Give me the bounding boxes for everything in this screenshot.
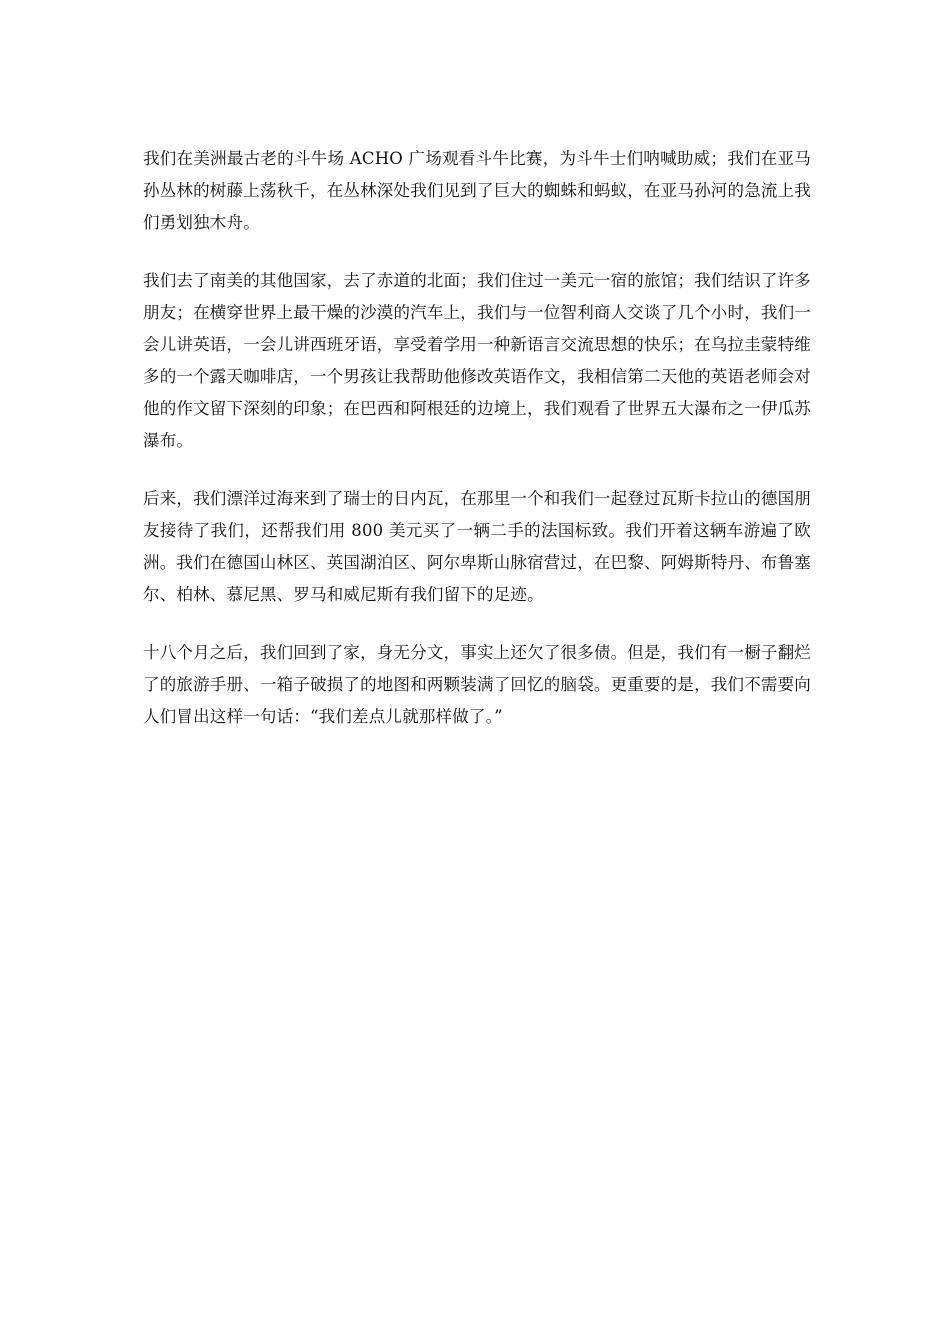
document-body [143,143,811,759]
paragraph-bullfight-amazon: 我们在美洲最古老的斗牛场 ACHO 广场观看斗牛比赛，为斗牛士们呐喊助威；我们在亚马孙丛林的树藤上荡秋千，在丛林深处我们见到了巨大的蜘蛛和蚂蚁，在亚马孙河的急流上我们勇划独木舟。 [143,149,811,232]
paragraph-europe: 后来，我们漂洋过海来到了瑞士的日内瓦，在那里一个和我们一起登过瓦斯卡拉山的德国朋友接待了我们，还帮我们用 800 美元买了一辆二手的法国标致。我们开着这辆车游遍了欧洲。我们在德国山林区、英国湖泊区、阿尔卑斯山脉宿营过，在巴黎、阿姆斯特丹、布鲁塞尔、柏林、慕尼黑、罗马和威尼斯有我们留下的足迹。 [143,489,811,604]
paragraph-south-america: 我们去了南美的其他国家，去了赤道的北面；我们住过一美元一宿的旅馆；我们结识了许多朋友；在横穿世界上最干燥的沙漠的汽车上，我们与一位智利商人交谈了几个小时，我们一会儿讲英语，一会儿讲西班牙语，享受着学用一种新语言交流思想的快乐；在乌拉圭蒙特维多的一个露天咖啡店，一个男孩让我帮助他修改英语作文，我相信第二天他的英语老师会对他的作文留下深刻的印象；在巴西和阿根廷的边境上，我们观看了世界五大瀑布之一伊瓜苏瀑布。 [143,271,811,450]
paragraph-return-home: 十八个月之后，我们回到了家，身无分文，事实上还欠了很多债。但是，我们有一橱子翻烂了的旅游手册、一箱子破损了的地图和两颗装满了回忆的脑袋。更重要的是，我们不需要向人们冒出这样一句话：“我们差点儿就那样做了。” [143,643,811,726]
